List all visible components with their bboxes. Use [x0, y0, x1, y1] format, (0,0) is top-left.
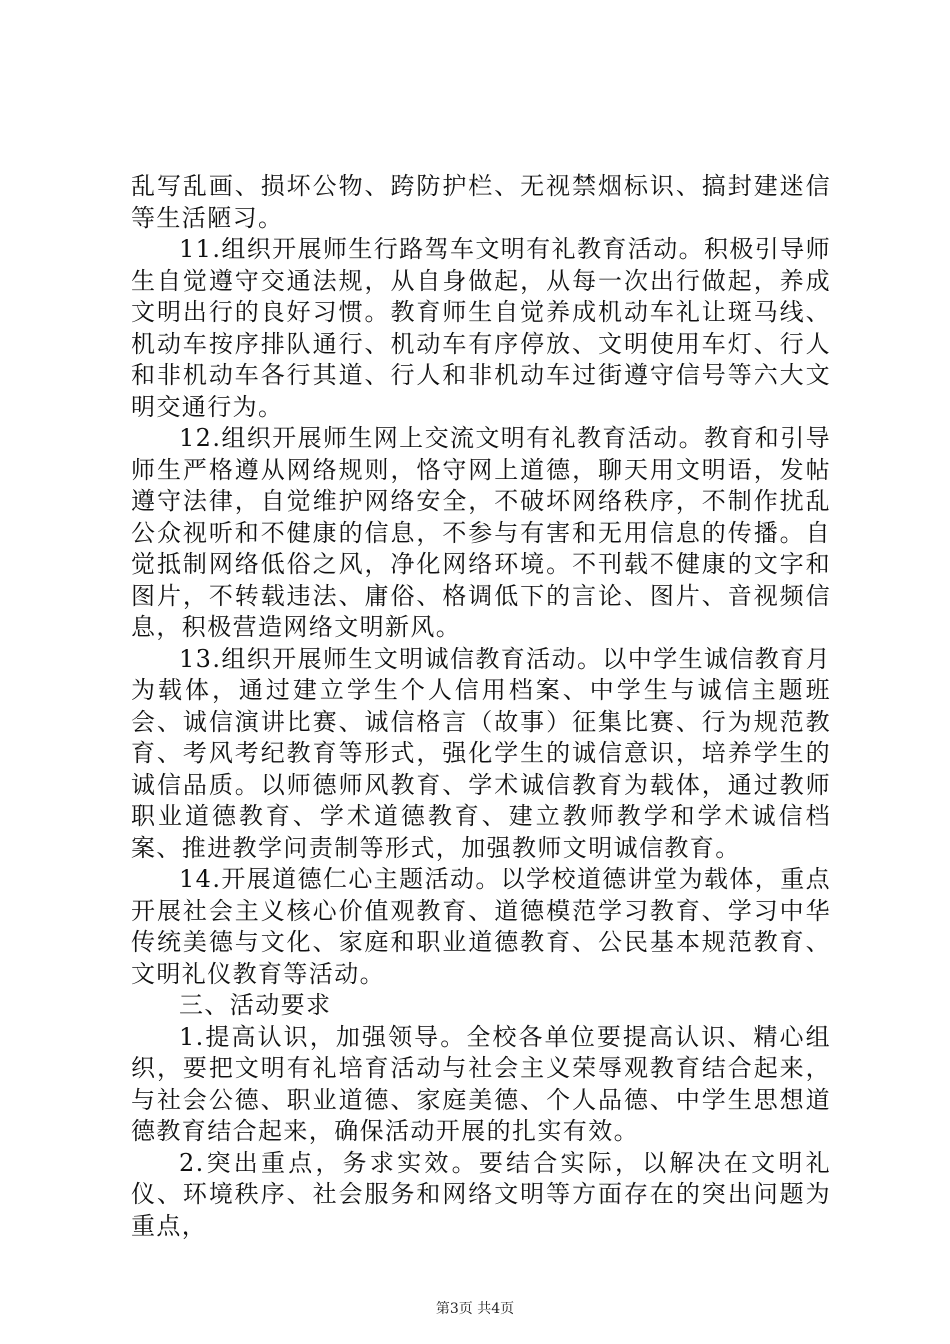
paragraph: 乱写乱画、损坏公物、跨防护栏、无视禁烟标识、搞封建迷信等生活陋习。	[131, 172, 831, 232]
paragraph: 13.组织开展师生文明诚信教育活动。以中学生诚信教育月为载体，通过建立学生个人信用档案、中学生与诚信主题班会、诚信演讲比赛、诚信格言（故事）征集比赛、行为规范教育、考风考纪教育等形式，强化学生的诚信意识，培养学生的诚信品质。以师德师风教育、学术诚信教育为载体，通过教师职业道德教育、学术道德教育、建立教师教学和学术诚信档案、推进教学问责制等形式，加强教师文明诚信教育。	[131, 644, 831, 862]
paragraph: 1.提高认识，加强领导。全校各单位要提高认识、精心组织，要把文明有礼培育活动与社会主义荣辱观教育结合起来，与社会公德、职业道德、家庭美德、个人品德、中学生思想道德教育结合起来，确保活动开展的扎实有效。	[131, 1022, 831, 1145]
page-number-footer: 第3页 共4页	[435, 1301, 515, 1317]
paragraph: 14.开展道德仁心主题活动。以学校道德讲堂为载体，重点开展社会主义核心价值观教育、道德模范学习教育、学习中华传统美德与文化、家庭和职业道德教育、公民基本规范教育、文明礼仪教育等活动。	[131, 865, 831, 988]
paragraph: 12.组织开展师生网上交流文明有礼教育活动。教育和引导师生严格遵从网络规则，恪守网上道德，聊天用文明语，发帖遵守法律，自觉维护网络安全，不破坏网络秩序，不制作扰乱公众视听和不健康的信息，不参与有害和无用信息的传播。自觉抵制网络低俗之风，净化网络环境。不刊载不健康的文字和图片，不转载违法、庸俗、格调低下的言论、图片、音视频信息，积极营造网络文明新风。	[131, 424, 831, 641]
paragraph: 2.突出重点，务求实效。要结合实际，以解决在文明礼仪、环境秩序、社会服务和网络文明等方面存在的突出问题为重点，	[131, 1148, 831, 1240]
document-body	[131, 171, 831, 1242]
paragraph: 11.组织开展师生行路驾车文明有礼教育活动。积极引导师生自觉遵守交通法规，从自身做起，从每一次出行做起，养成文明出行的良好习惯。教育师生自觉养成机动车礼让斑马线、机动车按序排队通行、机动车有序停放、文明使用车灯、行人和非机动车各行其道、行人和非机动车过街遵守信号等六大文明交通行为。	[131, 235, 831, 421]
section-heading: 三、活动要求	[179, 991, 332, 1019]
